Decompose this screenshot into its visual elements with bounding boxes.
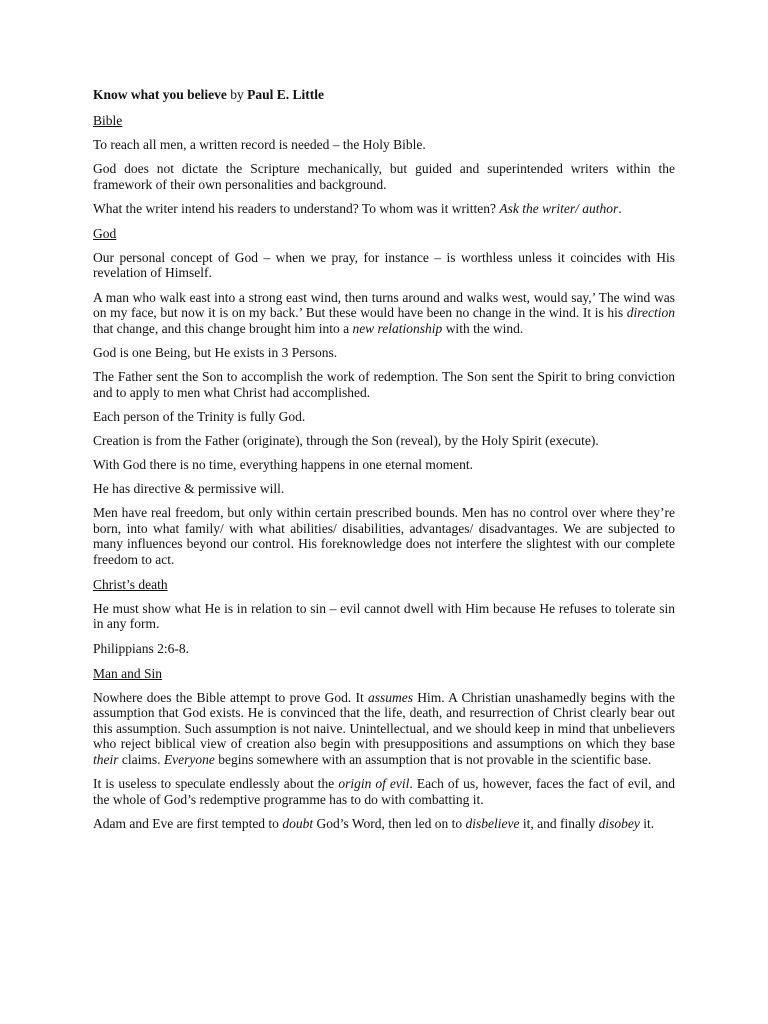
- text-run: begins somewhere with an assumption that is not provable in the scientific base.: [214, 752, 652, 768]
- bible-paragraph-2: God does not dictate the Scripture mechanically, but guided and superintended writers within the framework of their own personalities and background.: [93, 161, 675, 192]
- document-title: [93, 86, 675, 104]
- italic-text-run: disobey: [598, 815, 640, 831]
- italic-text-run: direction: [626, 305, 675, 321]
- god-paragraph-2: [93, 290, 675, 337]
- text-run: that change, and this change brought him into a: [93, 320, 353, 336]
- italic-text-run: assumes: [368, 689, 414, 705]
- italic-text-run: origin of evil: [338, 776, 410, 792]
- italic-text-run: Everyone: [163, 752, 215, 768]
- author-name: Paul E. Little: [247, 87, 325, 102]
- god-paragraph-1: Our personal concept of God – when we pray, for instance – is worthless unless it coincides with His revelation of Himself.: [93, 249, 675, 281]
- book-title: Know what you believe: [93, 87, 227, 102]
- text-run: Adam and Eve are first tempted to: [93, 815, 283, 831]
- italic-text-run: new relationship: [352, 320, 443, 336]
- god-paragraph-3: God is one Being, but He exists in 3 Persons.: [93, 344, 338, 360]
- title-by: by: [226, 87, 248, 102]
- text-run: Him. A Christian unashamedly begins with the assumption that God exists. He is convinced that the life, death, and resurrection of Christ clearly bear out this assumption. Such assumption is not naive. Unintellectual, and we should keep in mind that unbelievers who reject biblical view of creation also begin with presuppositions and assumptions on which they base: [93, 689, 676, 752]
- man-and-sin-paragraph-1: [93, 690, 675, 768]
- god-paragraph-7: With God there is no time, everything happens in one eternal moment.: [93, 456, 473, 472]
- text-run: Nowhere does the Bible attempt to prove God. It: [93, 689, 368, 705]
- man-and-sin-paragraph-2: [93, 776, 675, 807]
- text-run: .: [618, 200, 622, 216]
- text-run: God’s Word, then led on to: [313, 815, 466, 831]
- bible-paragraph-3: [93, 201, 675, 217]
- christs-death-paragraph-2: Philippians 2:6-8.: [93, 640, 190, 656]
- text-run: A man who walk east into a strong east wind, then turns around and walks west, would say,’ The wind was on my face, but now it is on my back.’ But these would have been no change in the wind. It is his: [93, 289, 675, 321]
- text-run: it.: [639, 815, 655, 831]
- god-paragraph-5: Each person of the Trinity is fully God.: [93, 408, 306, 424]
- section-heading-god: God: [93, 225, 117, 241]
- man-and-sin-paragraph-3: [93, 816, 675, 832]
- italic-text-run: their: [93, 752, 119, 768]
- italic-text-run: Ask the writer/ author: [499, 200, 619, 216]
- text-run: What the writer intend his readers to understand? To whom was it written?: [93, 200, 500, 216]
- text-run: It is useless to speculate endlessly about the: [93, 776, 339, 792]
- god-paragraph-4: The Father sent the Son to accomplish the work of redemption. The Son sent the Spirit to bring conviction and to apply to men what Christ had accomplished.: [93, 368, 675, 400]
- section-heading-man-and-sin: Man and Sin: [93, 665, 162, 681]
- god-paragraph-6: Creation is from the Father (originate), through the Son (reveal), by the Holy Spirit (execute).: [93, 432, 599, 448]
- text-run: it, and finally: [519, 815, 599, 831]
- text-run: claims.: [118, 752, 164, 768]
- god-paragraph-8: He has directive & permissive will.: [93, 480, 285, 496]
- italic-text-run: doubt: [282, 815, 314, 831]
- section-heading-bible: Bible: [93, 113, 123, 128]
- text-run: with the wind.: [442, 320, 524, 336]
- bible-paragraph-1: To reach all men, a written record is needed – the Holy Bible.: [93, 137, 426, 152]
- god-paragraph-9: Men have real freedom, but only within certain prescribed bounds. Men has no control over where they’re born, into what family/ with what abilities/ disabilities, advantages/ disadvantages. We are subjected to many influences beyond our control. His foreknowledge does not interfere the slightest with our complete freedom to act.: [93, 505, 675, 567]
- text-run: . Each of us, however, faces the fact of evil, and the whole of God’s redemptive programme has to do with combatting it.: [93, 776, 675, 807]
- christs-death-paragraph-1: He must show what He is in relation to sin – evil cannot dwell with Him because He refuses to tolerate sin in any form.: [93, 600, 675, 632]
- italic-text-run: disbelieve: [465, 815, 520, 831]
- section-heading-christs-death: Christ’s death: [93, 576, 168, 592]
